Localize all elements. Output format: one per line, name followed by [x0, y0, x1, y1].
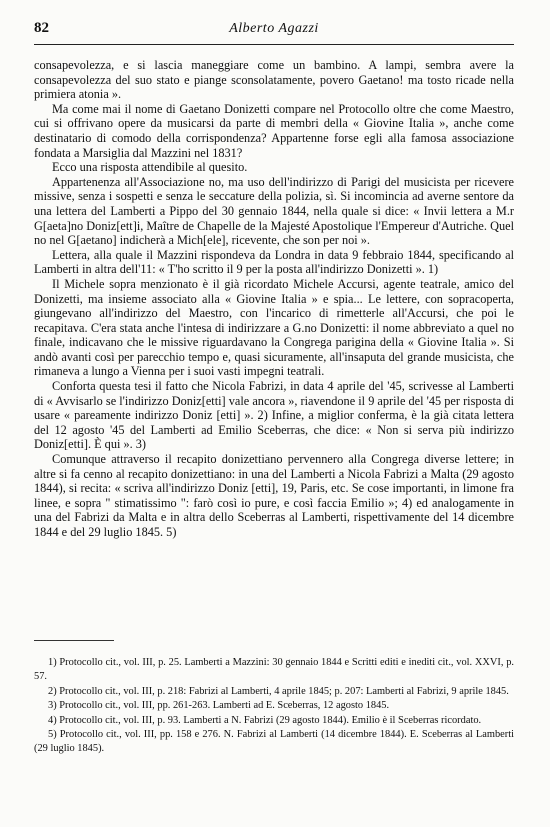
- footnote: 2) Protocollo cit., vol. III, p. 218: Fabrizi al Lamberti, 4 aprile 1845; p. 207: Lamberti al Fabrizi, 9 aprile 1845.: [48, 685, 509, 697]
- page-number: 82: [34, 20, 49, 36]
- footnote: 4) Protocollo cit., vol. III, p. 93. Lamberti a N. Fabrizi (29 agosto 1844). Emilio è il Sceberras ricordato.: [48, 714, 482, 726]
- running-head: Alberto Agazzi: [229, 21, 319, 36]
- paragraph: Ma come mai il nome di Gaetano Donizetti compare nel Protocollo oltre che come Maestro, cui si offrivano opere da musicarsi da parte di membri della « Giovine Italia », anche come destinatario di comodo della corrispondenza? Appartenne forse egli alla famosa associazione fondata a Marsiglia dal Mazzini nel 1831?: [34, 101, 514, 160]
- page-header: [34, 18, 514, 45]
- paragraph: Lettera, alla quale il Mazzini rispondeva da Londra in data 9 febbraio 1844, specificando al Lamberti in altra dell'11: « T'ho scritto il 9 per la posta all'indirizzo Donizetti ». 1): [34, 247, 514, 277]
- footnote: 1) Protocollo cit., vol. III, p. 25. Lamberti a Mazzini: 30 gennaio 1844 e Scritti editi e inediti cit., vol. XXVI, p. 57.: [34, 657, 514, 683]
- paragraph: Comunque attraverso il recapito donizettiano pervennero alla Congrega diverse lettere; in altre si fa cenno al recapito donizettiano: in una del Lamberti a Nicola Fabrizi a Malta (29 agosto 1844), si recita: « scriva all'indirizzo Doniz [etti], 19, Paris, etc. Se cose importanti, in limone fra linee, e sopra " stimatissimo ": farò così io pure, e così faccia Emilio »; 4) ed analogamente in una del Fabrizi da Malta e in altra dello Sceberras al Lamberti, rispettivamente del 14 dicembre 1844 e del 29 luglio 1845. 5): [34, 452, 514, 539]
- paragraph: Il Michele sopra menzionato è il già ricordato Michele Accursi, agente teatrale, amico del Donizetti, ma insieme associato alla « Giovine Italia » e spia... Le lettere, con sopracoperta, giungevano all'indirizzo del Maestro, con l'incarico di rimetterle all'Accursi, che poi le recapitava. C'era stata anche l'intesa di indirizzare a G.no Donizetti: il nome abbreviato a quel no finale, indicavano che le missive riguardavano la Congrega parigina della « Giovine Italia ». Si andò avanti così per parecchio tempo e, quasi sicuramente, all'insaputa del grande musicista, che rimaneva a lungo a Vienna per i suoi vasti impegni teatrali.: [34, 276, 514, 379]
- paragraph: Appartenenza all'Associazione no, ma uso dell'indirizzo di Parigi del musicista per ricevere missive, senza i sospetti e senza le seccature della polizia, sì. Si incomincia ad averne sentore da una lettera del Lamberti a Pippo del 30 gennaio 1844, nella quale si dice: « Invii lettera a M.r G[aeta]no Doniz[ett]i, Maître de Chapelle de la Majesté Apostolique l'Empereur d'Autriche. Quel no nel G[aetano] indicherà a Mich[ele], ricevente, che son per noi ».: [34, 174, 514, 248]
- footnote: 3) Protocollo cit., vol. III, pp. 261-263. Lamberti ad E. Sceberras, 12 agosto 1845.: [48, 700, 390, 712]
- footnote: 5) Protocollo cit., vol. III, pp. 158 e 276. N. Fabrizi al Lamberti (14 dicembre 1844). E. Sceberras al Lamberti (29 luglio 1845).: [34, 729, 514, 755]
- paragraph: Ecco una risposta attendibile al quesito.: [52, 160, 248, 175]
- paragraph: consapevolezza, e si lascia maneggiare come un bambino. A lampi, sembra avere la consapevolezza del suo stato e piange sconsolatamente, povero Gaetano! ma tosto ricade nella primiera atonia ».: [34, 58, 514, 102]
- footnotes: [34, 656, 514, 757]
- body-text: [34, 58, 514, 540]
- paragraph: Conforta questa tesi il fatto che Nicola Fabrizi, in data 4 aprile del '45, scrivesse al Lamberti di « Avvisarlo se l'indirizzo Doniz[etti] vale ancora », riavendone il 9 aprile del '45 per risposta di usare « pareamente indirizzo Doniz [etti] ». 2) Infine, a miglior conferma, è la già citata lettera del 12 agosto '45 del Lamberti ad Emilio Sceberras, che dice: « Non si serva più indirizzo Doniz[etti]. È qui ». 3): [34, 379, 514, 452]
- footnote-divider: [34, 640, 114, 641]
